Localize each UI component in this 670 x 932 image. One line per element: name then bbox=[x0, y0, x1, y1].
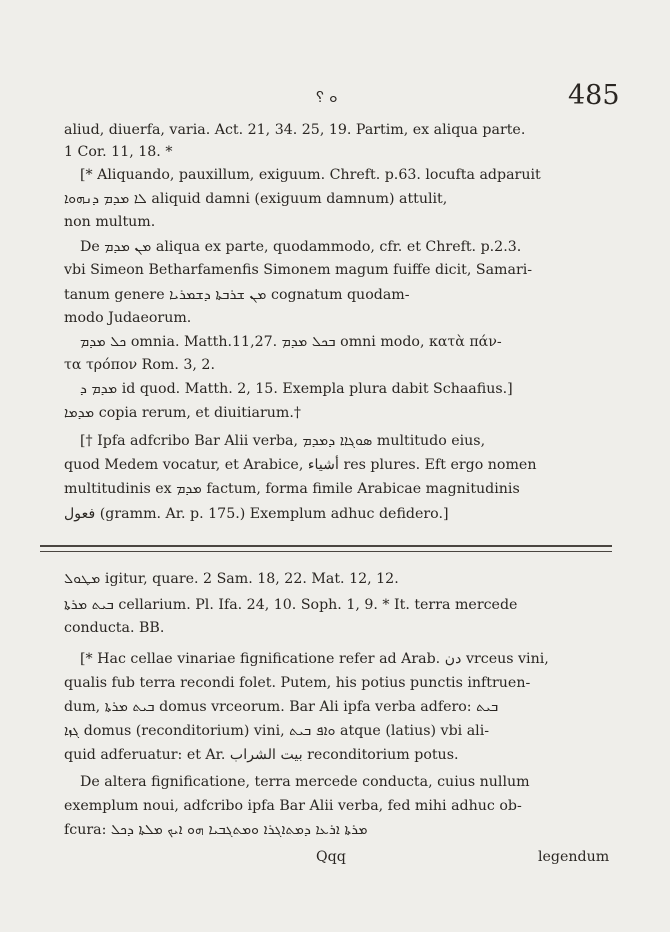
text-line: aliud, diuerfa, varia. Act. 21, 34. 25, 19. Partim, ex aliqua parte. bbox=[64, 122, 526, 138]
text-line: De altera fignificatione, terra mercede conducta, cuius nullum bbox=[80, 774, 530, 790]
text-line: quod Medem vocatur, et Arabice, أشياء res plures. Eft ergo nomen bbox=[64, 457, 537, 473]
text-line: qualis fub terra recondi folet. Putem, his potius punctis inftruen- bbox=[64, 675, 531, 691]
separator-rule bbox=[40, 551, 612, 552]
running-head-syriac: ܘ ؟ bbox=[316, 88, 338, 106]
text-line: [† Ipfa adfcribo Bar Alii verba, ܣܘܓܐܐ ܕܡܕܡ multitudo eius, bbox=[80, 433, 486, 449]
text-line: modo Judaeorum. bbox=[64, 310, 192, 326]
text-line: tanum genere ܡܢ ܫܪܒܬܐ ܕܫܡܪܝܐ cognatum quodam- bbox=[64, 287, 410, 303]
text-line: dum, ܒܝܬ ܡܪܬܐ domus vrceorum. Bar Ali ipfa verba adfero: ܒܝܬ bbox=[64, 699, 499, 715]
text-line: ܡܛܘܠ igitur, quare. 2 Sam. 18, 22. Mat. 12, 12. bbox=[64, 571, 399, 587]
text-line: non multum. bbox=[64, 214, 156, 230]
text-line: fcura: ܡܪܬܐ ܐܪܥܐ ܕܡܬܐܓܪܐ ܘܡܬܓܒܝܐ ܗܘ ܐܝܟ ܡܠܬܐ ܕܟܠ bbox=[64, 822, 368, 838]
text-line: ܟܠ ܡܕܡ omnia. Matth.11,27. ܒܟܠ ܡܕܡ omni modo, κατὰ πάν- bbox=[80, 334, 502, 350]
text-line: 1 Cor. 11, 18. * bbox=[64, 144, 173, 160]
text-line: ܡܕܡܐ copia rerum, et diuitiarum.† bbox=[64, 405, 301, 421]
catchword: legendum bbox=[538, 849, 610, 865]
text-line: conducta. BB. bbox=[64, 620, 165, 636]
text-line: ܠܐ ܡܕܡ ܕܢܗܘܐ aliquid damni (exiguum damnum) attulit, bbox=[64, 191, 448, 207]
signature-mark: Qqq bbox=[316, 849, 346, 865]
text-line: فعول (gramm. Ar. p. 175.) Exemplum adhuc defidero.] bbox=[64, 506, 449, 522]
text-line: De ܡܢ ܡܕܡ aliqua ex parte, quodammodo, cfr. et Chreft. p.2.3. bbox=[80, 239, 522, 255]
text-line: τα τρόπον Rom. 3, 2. bbox=[64, 357, 215, 373]
text-line: ܓܙܐ domus (reconditorium) vini, ܘܐܦ ܒܝܬ atque (latius) vbi ali- bbox=[64, 723, 490, 739]
text-line: multitudinis ex ܡܕܡ factum, forma fimile Arabicae magnitudinis bbox=[64, 481, 520, 497]
text-line: exemplum noui, adfcribo ipfa Bar Alii verba, fed mihi adhuc ob- bbox=[64, 798, 522, 814]
page-number: 485 bbox=[568, 80, 620, 111]
text-line: ܡܕܡ ܕ id quod. Matth. 2, 15. Exempla plura dabit Schaafius.] bbox=[80, 381, 513, 397]
text-line: vbi Simeon Betharfamenfis Simonem magum fuiffe dicit, Samari- bbox=[64, 262, 533, 278]
text-line: ܒܝܬ ܡܪܬܐ cellarium. Pl. Ifa. 24, 10. Soph. 1, 9. * It. terra mercede bbox=[64, 597, 518, 613]
text-line: quid adferuatur: et Ar. بيت الشراب reconditorium potus. bbox=[64, 747, 459, 763]
text-line: [* Aliquando, pauxillum, exiguum. Chreft. p.63. locufta adparuit bbox=[80, 167, 541, 183]
text-line: [* Hac cellae vinariae fignificatione refer ad Arab. دن vrceus vini, bbox=[80, 651, 549, 667]
separator-rule bbox=[40, 545, 612, 547]
